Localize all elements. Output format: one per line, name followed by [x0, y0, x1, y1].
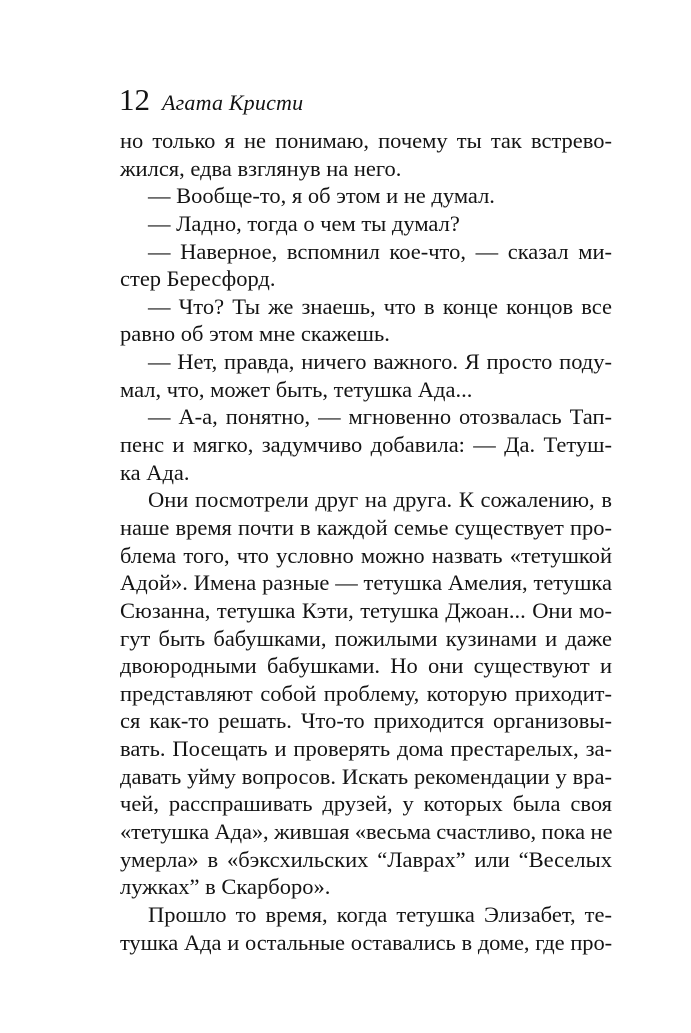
- text-line: тушка Ада и остальные оставались в доме, где про-: [120, 929, 612, 955]
- text-line: стер Бересфорд.: [120, 266, 276, 292]
- text-line: представляют собой проблему, которую приходит-: [120, 680, 612, 706]
- text-line: умерла» в «бэксхильских “Лаврах” или “Веселых: [120, 846, 612, 872]
- body-text: [120, 127, 612, 956]
- text-line: гут быть бабушками, пожилыми кузинами и даже: [120, 625, 612, 651]
- text-line: вать. Посещать и проверять дома престарелых, за-: [120, 736, 612, 762]
- text-line: ся как-то решать. Что-то приходится организовы-: [120, 708, 612, 734]
- text-line: мал, что, может быть, тетушка Ада...: [120, 376, 473, 402]
- text-line: — Нет, правда, ничего важного. Я просто поду-: [148, 349, 612, 375]
- text-line: — Что? Ты же знаешь, что в конце концов все: [148, 293, 612, 319]
- text-line: ка Ада.: [120, 459, 190, 485]
- text-line: наше время почти в каждой семье существует про-: [120, 514, 612, 540]
- text-line: Адой». Имена разные — тетушка Амелия, тетушка: [120, 570, 612, 596]
- text-line: чей, расспрашивать друзей, у которых была своя: [120, 791, 612, 817]
- text-line: но только я не понимаю, почему ты так встрево-: [120, 128, 612, 153]
- text-line: блема того, что условно можно назвать «тетушкой: [120, 542, 612, 568]
- text-line: равно об этом мне скажешь.: [120, 321, 390, 347]
- text-line: жился, едва взглянув на него.: [120, 155, 402, 181]
- text-line: лужках” в Скарборо».: [120, 874, 331, 900]
- text-line: — Ладно, тогда о чем ты думал?: [148, 210, 460, 236]
- text-line: пенс и мягко, задумчиво добавила: — Да. Тетуш-: [120, 432, 612, 458]
- text-line: Прошло то время, когда тетушка Элизабет, те-: [148, 901, 612, 927]
- text-line: двоюродными бабушками. Но они существуют и: [120, 653, 612, 679]
- text-line: Сюзанна, тетушка Кэти, тетушка Джоан... Они мо-: [120, 597, 612, 623]
- text-line: давать уйму вопросов. Искать рекомендации у вра-: [120, 763, 612, 789]
- text-line: — Вообще-то, я об этом и не думал.: [148, 183, 495, 209]
- text-line: — Наверное, вспомнил кое-что, — сказал ми-: [148, 238, 612, 264]
- text-line: — А-а, понятно, — мгновенно отозвалась Тап-: [148, 404, 612, 430]
- running-title: Агата Кристи: [162, 90, 304, 115]
- text-line: «тетушка Ада», жившая «весьма счастливо, пока не: [120, 819, 613, 845]
- page-header: [119, 80, 303, 120]
- page-number: 12: [119, 82, 150, 117]
- text-line: Они посмотрели друг на друга. К сожалению, в: [148, 487, 612, 513]
